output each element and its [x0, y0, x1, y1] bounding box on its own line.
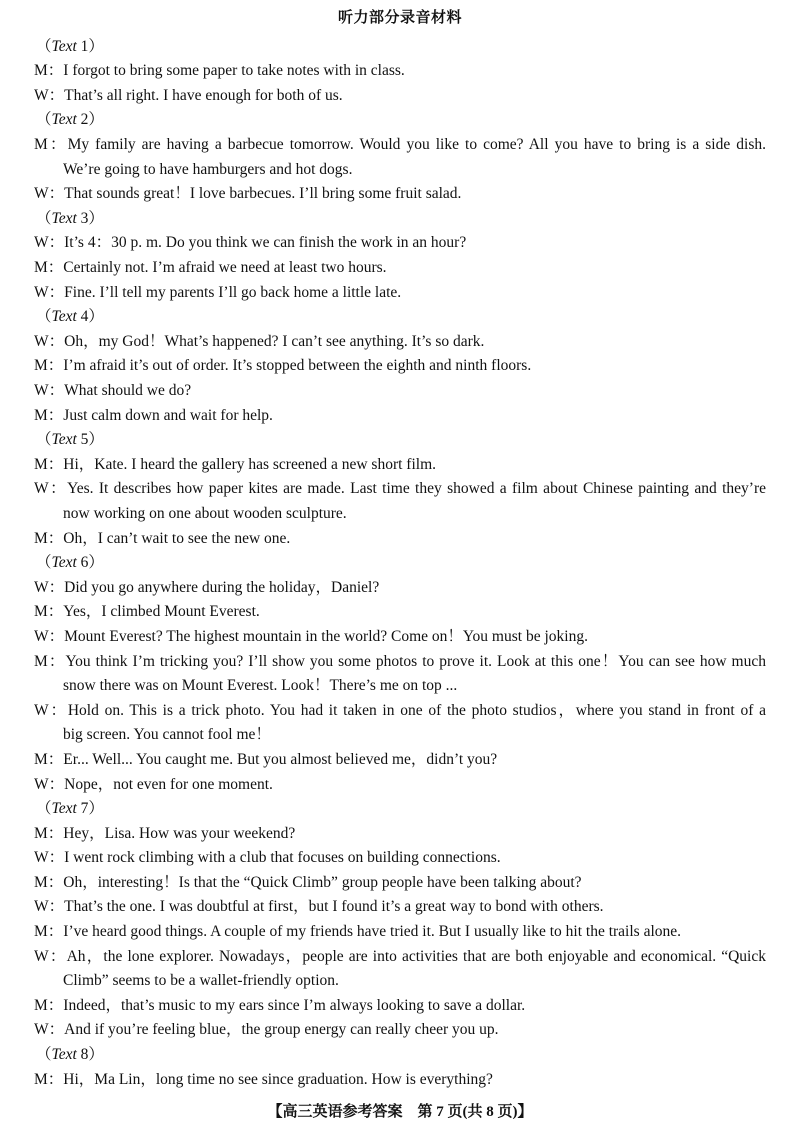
section-label-open: （: [36, 209, 52, 227]
dialogue-section: [34, 551, 766, 797]
section-label-number: 5）: [76, 431, 104, 449]
line-text: We’re going to have hamburgers and hot dogs.: [63, 160, 353, 178]
dialogue-line: [34, 822, 766, 847]
dialogue-line: [34, 84, 766, 109]
speaker-label: W：: [34, 332, 65, 350]
speaker-label: W：: [34, 775, 65, 793]
speaker-label: M：: [34, 652, 66, 670]
dialogue-line: [34, 453, 766, 478]
section-label-word: Text: [51, 1046, 77, 1064]
dialogue-turn: [34, 527, 766, 552]
section-label-word: Text: [51, 111, 77, 129]
section-label: [34, 797, 766, 822]
speaker-label: W：: [34, 898, 65, 916]
line-text: Climb” seems to be a wallet-friendly option.: [63, 972, 339, 990]
dialogue-turn: [34, 773, 766, 798]
dialogue-line: [34, 158, 766, 183]
section-label-number: 8）: [76, 1046, 104, 1064]
line-text: That sounds great！I love barbecues. I’ll bring some fruit salad.: [64, 185, 462, 203]
line-text: Hi，Kate. I heard the gallery has screened a new short film.: [63, 455, 437, 473]
dialogue-section: [34, 797, 766, 1043]
speaker-label: M：: [34, 406, 64, 424]
dialogue-line: [34, 674, 766, 699]
line-text: now working on one about wooden sculpture.: [63, 504, 347, 522]
dialogue-turn: [34, 1068, 766, 1093]
speaker-label: M：: [34, 603, 64, 621]
dialogue-line: [34, 773, 766, 798]
section-label-open: （: [36, 1046, 52, 1064]
speaker-label: W：: [34, 86, 65, 104]
dialogue-section: [34, 1043, 766, 1092]
dialogue-turn: [34, 699, 766, 748]
speaker-label: W：: [34, 578, 65, 596]
line-text: Yes，I climbed Mount Everest.: [63, 603, 260, 621]
dialogue-turn: [34, 59, 766, 84]
dialogue-line: [34, 404, 766, 429]
dialogue-turn: [34, 846, 766, 871]
section-label-number: 6）: [76, 554, 104, 572]
dialogue-line: [34, 59, 766, 84]
section-label: [34, 1043, 766, 1068]
section-label-open: （: [36, 554, 52, 572]
line-text: big screen. You cannot fool me！: [63, 726, 271, 744]
dialogue-line: [34, 330, 766, 355]
dialogue-turn: [34, 576, 766, 601]
dialogue-line: [34, 871, 766, 896]
dialogue-line: [34, 281, 766, 306]
line-text: I forgot to bring some paper to take notes with in class.: [63, 62, 405, 80]
line-text: Ah，the lone explorer. Nowadays，people are into activities that are both enjoyable and economical. “Quick: [66, 947, 766, 965]
speaker-label: M：: [34, 136, 68, 154]
section-label-word: Text: [51, 431, 77, 449]
speaker-label: W：: [34, 382, 65, 399]
line-text: My family are having a barbecue tomorrow. Would you like to come? All you have to bring is a side dish.: [67, 136, 766, 154]
line-text: I’ve heard good things. A couple of my friends have tried it. But I usually like to hit the trails alone.: [63, 923, 682, 941]
dialogue-line: [34, 920, 766, 945]
speaker-label: W：: [34, 849, 65, 867]
dialogue-line: [34, 502, 766, 527]
dialogue-line: [34, 477, 766, 502]
dialogue-turn: [34, 281, 766, 306]
page-title: 听力部分录音材料: [337, 10, 462, 26]
section-label-open: （: [36, 111, 52, 129]
speaker-label: W：: [34, 947, 67, 965]
section-label-number: 1）: [76, 37, 104, 55]
section-label-number: 7）: [76, 800, 104, 818]
line-text: Did you go anywhere during the holiday，Daniel?: [64, 578, 380, 596]
speaker-label: W：: [34, 1021, 65, 1039]
dialogue-line: [34, 1018, 766, 1043]
dialogue-line: [34, 625, 766, 650]
dialogue-turn: [34, 1018, 766, 1043]
section-label-open: （: [36, 308, 52, 326]
line-text: Oh，I can’t wait to see the new one.: [63, 529, 291, 547]
speaker-label: M：: [34, 750, 64, 768]
speaker-label: M：: [34, 455, 64, 473]
section-label: [34, 207, 766, 232]
dialogue-turn: [34, 404, 766, 429]
speaker-label: M：: [34, 824, 64, 842]
dialogue-turn: [34, 330, 766, 355]
dialogue-line: [34, 182, 766, 207]
dialogue-line: [34, 576, 766, 601]
line-text: Fine. I’ll tell my parents I’ll go back home a little late.: [64, 283, 402, 301]
line-text: And if you’re feeling blue，the group energy can really cheer you up.: [64, 1021, 499, 1039]
line-text: Hi，Ma Lin，long time no see since graduation. How is everything?: [63, 1070, 493, 1088]
speaker-label: M：: [34, 62, 64, 80]
section-label-word: Text: [51, 554, 77, 572]
line-text: Hold on. This is a trick photo. You had it taken in one of the photo studios，where you stand in front of a: [67, 701, 766, 719]
line-text: That’s all right. I have enough for both of us.: [64, 86, 343, 104]
dialogue-line: [34, 354, 766, 379]
section-label: [34, 551, 766, 576]
dialogue-line: [34, 699, 766, 724]
line-text: Just calm down and wait for help.: [63, 406, 273, 424]
dialogue-section: [34, 35, 766, 109]
dialogue-line: [34, 723, 766, 748]
section-label-number: 4）: [76, 308, 104, 326]
speaker-label: M：: [34, 259, 64, 277]
dialogue-turn: [34, 84, 766, 109]
speaker-label: M：: [34, 996, 64, 1014]
dialogue-line: [34, 846, 766, 871]
speaker-label: W：: [34, 185, 65, 203]
line-text: Mount Everest? The highest mountain in the world? Come on！You must be joking.: [64, 627, 588, 645]
dialogue-turn: [34, 379, 766, 404]
dialogue-turn: [34, 133, 766, 182]
section-label-open: （: [36, 431, 52, 449]
line-text: Oh，my God！What’s happened? I can’t see anything. It’s so dark.: [64, 332, 485, 350]
dialogue-line: [34, 1068, 766, 1093]
speaker-label: M：: [34, 873, 64, 891]
speaker-label: M：: [34, 529, 64, 547]
line-text: I’m afraid it’s out of order. It’s stopped between the eighth and ninth floors.: [63, 357, 532, 375]
dialogue-turn: [34, 945, 766, 994]
line-text: You think I’m tricking you? I’ll show you some photos to prove it. Look at this one！You can see how much: [65, 652, 766, 670]
line-text: Indeed，that’s music to my ears since I’m always looking to save a dollar.: [63, 996, 526, 1014]
dialogue-turn: [34, 231, 766, 256]
dialogue-turn: [34, 453, 766, 478]
line-text: Hey，Lisa. How was your weekend?: [63, 824, 296, 842]
section-label-word: Text: [51, 800, 77, 818]
dialogue-turn: [34, 650, 766, 699]
transcript-body: [34, 35, 766, 1093]
dialogue-line: [34, 945, 766, 970]
speaker-label: M：: [34, 357, 64, 375]
section-label-open: （: [36, 800, 52, 818]
dialogue-turn: [34, 871, 766, 896]
speaker-label: W：: [34, 234, 65, 252]
speaker-label: M：: [34, 1070, 64, 1088]
dialogue-line: [34, 895, 766, 920]
dialogue-turn: [34, 354, 766, 379]
section-label-word: Text: [51, 37, 77, 55]
dialogue-line: [34, 969, 766, 994]
line-text: snow there was on Mount Everest. Look！There’s me on top ...: [63, 677, 458, 695]
section-label-open: （: [36, 37, 52, 55]
dialogue-turn: [34, 994, 766, 1019]
dialogue-section: [34, 207, 766, 305]
dialogue-section: [34, 428, 766, 551]
line-text: Nope，not even for one moment.: [64, 775, 273, 793]
dialogue-line: [34, 600, 766, 625]
dialogue-section: [34, 108, 766, 206]
dialogue-turn: [34, 256, 766, 281]
dialogue-turn: [34, 477, 766, 526]
section-label: [34, 428, 766, 453]
line-text: It’s 4：30 p. m. Do you think we can finish the work in an hour?: [64, 234, 467, 252]
speaker-label: W：: [34, 627, 65, 645]
line-text: I went rock climbing with a club that focuses on building connections.: [64, 849, 501, 867]
section-label: [34, 108, 766, 133]
dialogue-line: [34, 650, 766, 675]
dialogue-line: [34, 133, 766, 158]
section-label-number: 3）: [76, 209, 104, 227]
line-text: Er... Well... You caught me. But you almost believed me，didn’t you?: [63, 750, 498, 768]
section-label: [34, 305, 766, 330]
dialogue-turn: [34, 920, 766, 945]
speaker-label: W：: [34, 480, 68, 498]
section-label-word: Text: [51, 209, 77, 227]
section-label-number: 2）: [76, 111, 104, 129]
section-label-word: Text: [51, 308, 77, 326]
line-text: What should we do?: [64, 382, 192, 399]
dialogue-line: [34, 527, 766, 552]
dialogue-turn: [34, 600, 766, 625]
dialogue-line: [34, 256, 766, 281]
dialogue-turn: [34, 182, 766, 207]
dialogue-turn: [34, 748, 766, 773]
speaker-label: W：: [34, 283, 65, 301]
dialogue-turn: [34, 822, 766, 847]
line-text: Yes. It describes how paper kites are made. Last time they showed a film about Chinese painting and they’re: [67, 480, 766, 498]
line-text: Certainly not. I’m afraid we need at least two hours.: [63, 259, 387, 277]
dialogue-section: [34, 305, 766, 428]
speaker-label: W：: [34, 701, 68, 719]
dialogue-turn: [34, 895, 766, 920]
page-footer: 【高三英语参考答案 第 7 页(共 8 页)】: [267, 1104, 533, 1120]
line-text: That’s the one. I was doubtful at first，but I found it’s a great way to bond with others.: [64, 898, 604, 916]
section-label: [34, 35, 766, 60]
speaker-label: M：: [34, 923, 64, 941]
dialogue-turn: [34, 625, 766, 650]
dialogue-line: [34, 748, 766, 773]
dialogue-line: [34, 231, 766, 256]
dialogue-line: [34, 994, 766, 1019]
line-text: Oh，interesting！Is that the “Quick Climb” group people have been talking about?: [63, 873, 582, 891]
dialogue-line: [34, 379, 766, 404]
